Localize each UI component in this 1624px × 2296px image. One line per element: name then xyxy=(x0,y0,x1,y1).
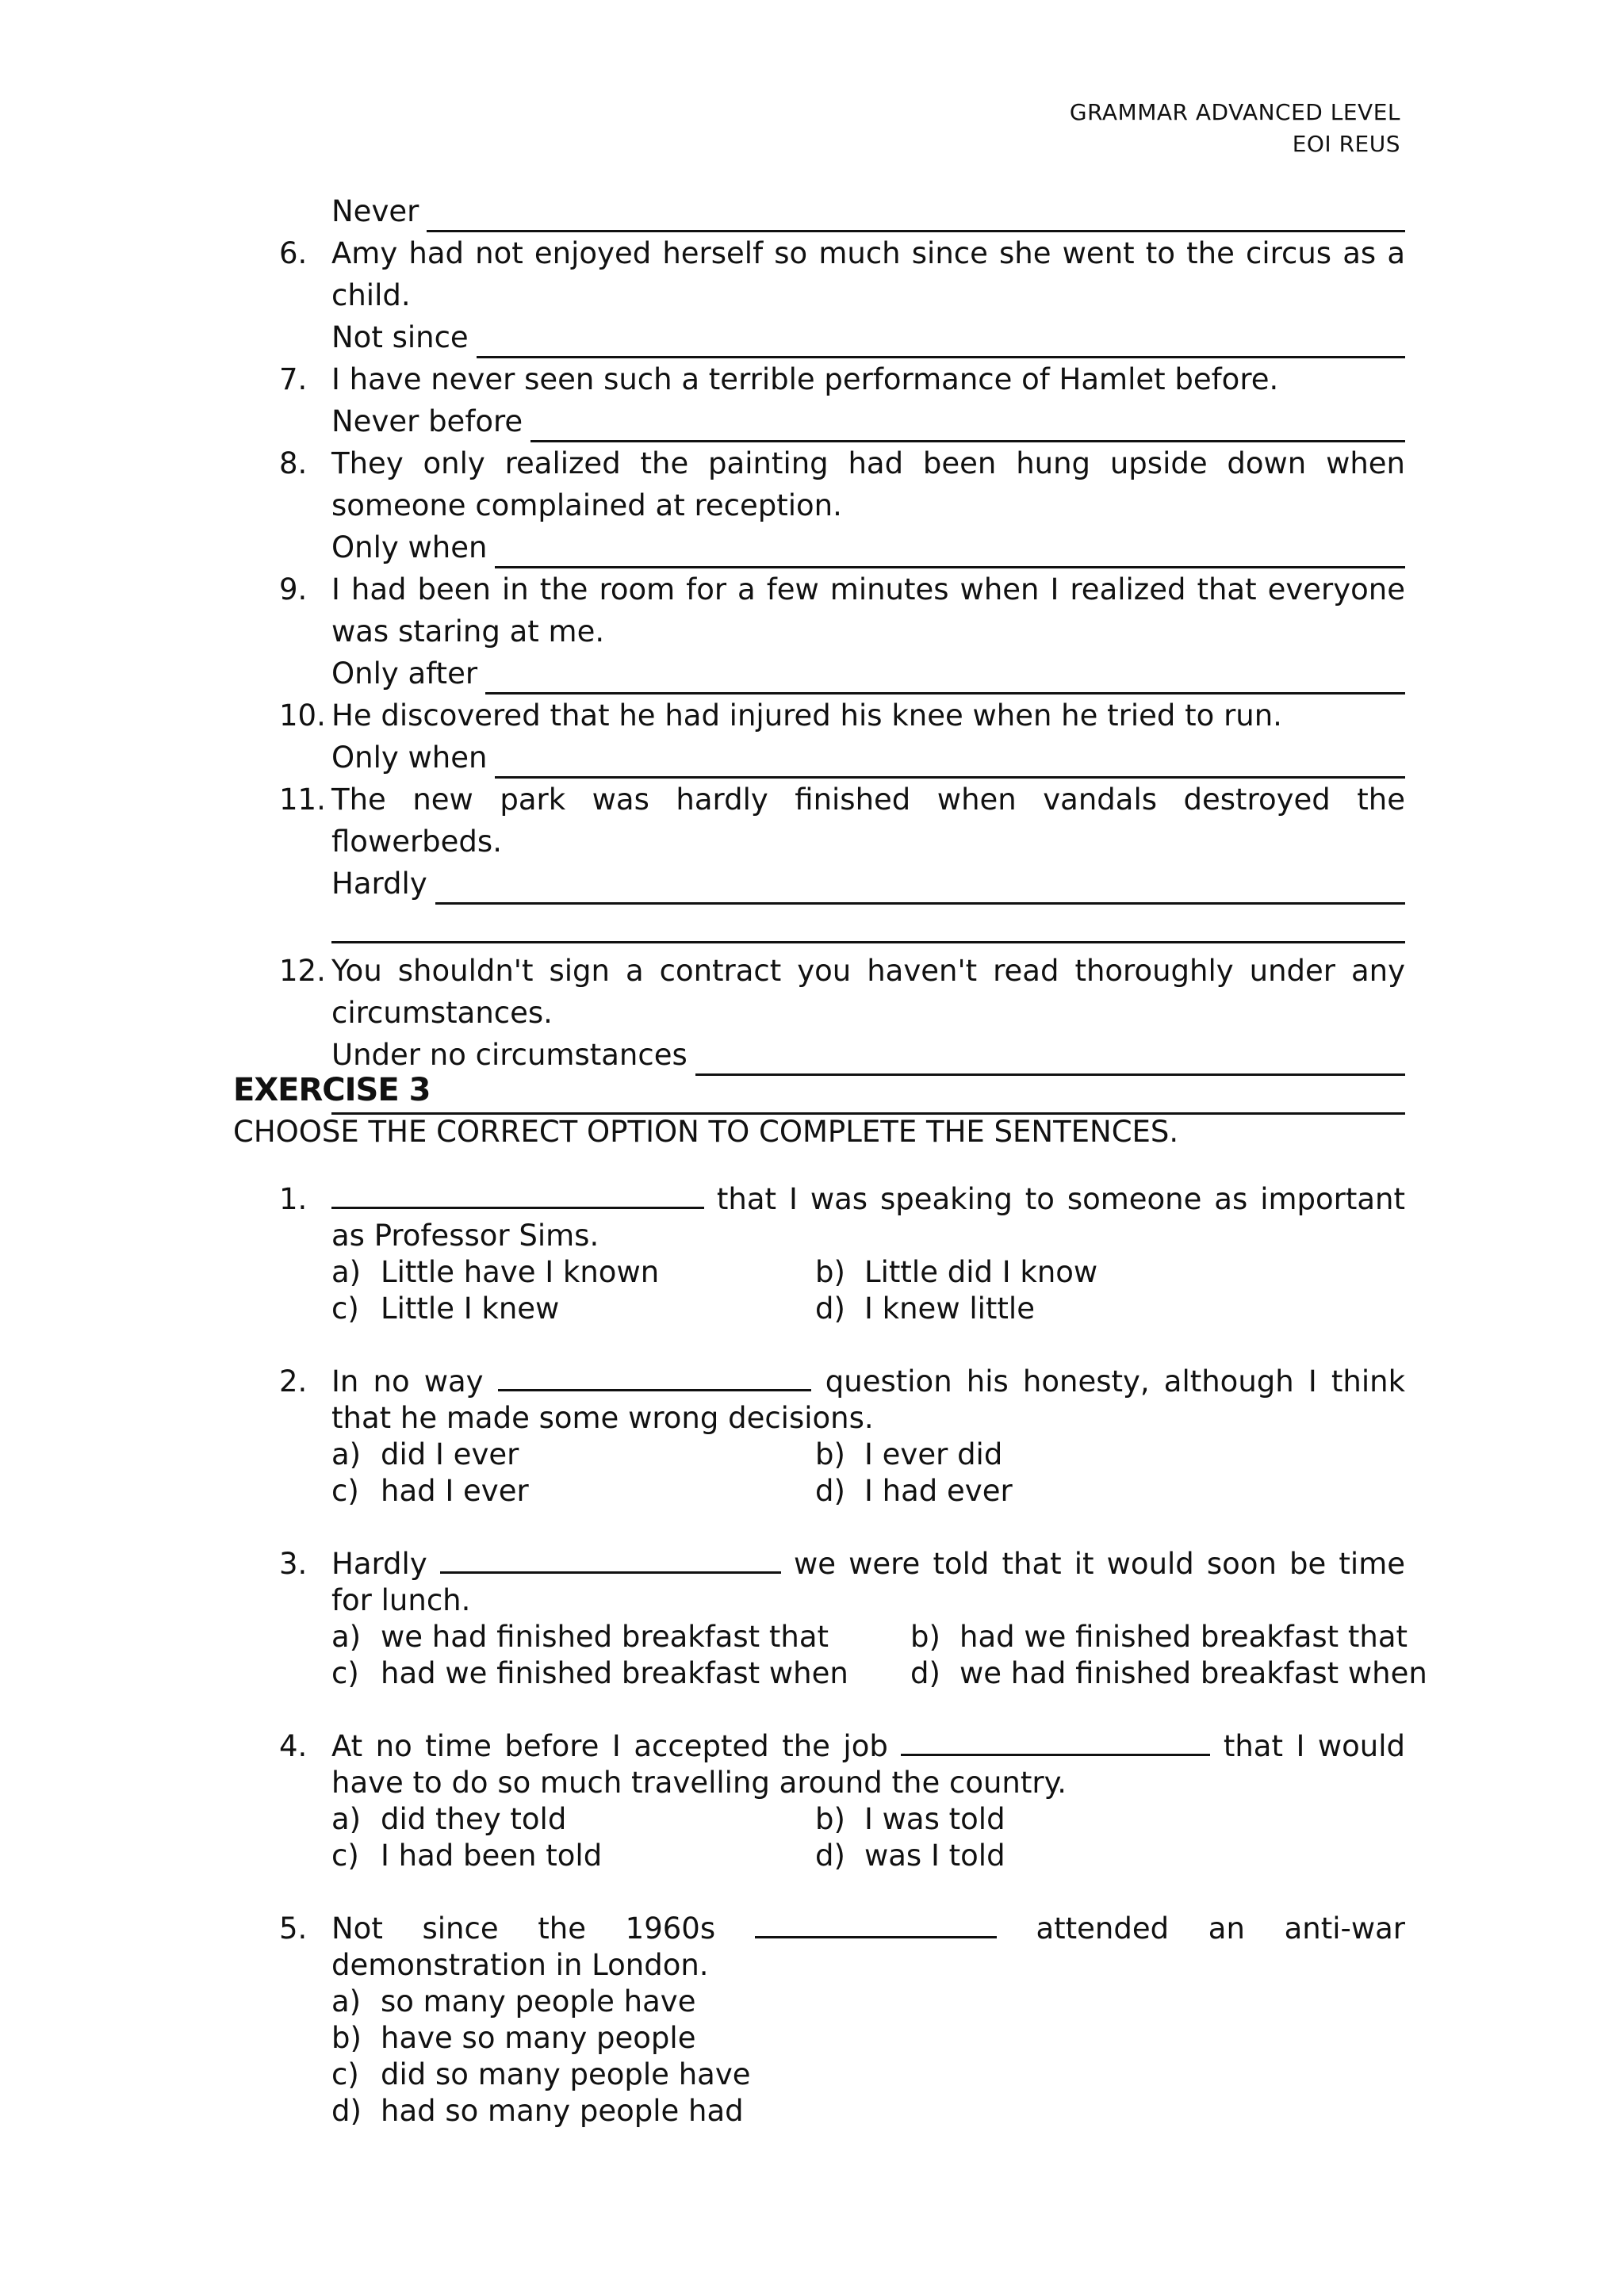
exercise-3-title: EXERCISE 3 xyxy=(233,1072,431,1108)
question-number: 5. xyxy=(279,1911,308,1946)
page-header xyxy=(1070,97,1400,160)
option-b[interactable]: b) Little did I know xyxy=(815,1255,1098,1289)
question-3 xyxy=(279,1546,1427,1692)
rewrite-item-12 xyxy=(279,950,1405,1115)
options xyxy=(331,1801,1405,1874)
item-number: 9. xyxy=(279,572,308,607)
option-c[interactable]: c) had I ever xyxy=(331,1474,529,1508)
option-d[interactable]: d) had so many people had xyxy=(331,2094,744,2128)
rewrite-item-6 xyxy=(279,232,1405,358)
option-b[interactable]: b) I was told xyxy=(815,1802,1005,1836)
prompt-label: Never before xyxy=(331,404,523,438)
prompt-label: Only when xyxy=(331,530,488,564)
rewrite-item-10 xyxy=(279,695,1405,779)
answer-line[interactable] xyxy=(477,321,1405,358)
answer-line[interactable] xyxy=(485,657,1405,695)
option-d[interactable]: d) we had finished breakfast when xyxy=(910,1656,1427,1690)
prompt-label: Hardly xyxy=(331,867,427,901)
options xyxy=(331,1984,1405,2130)
prompt-label: Not since xyxy=(331,320,469,354)
answer-line[interactable] xyxy=(435,867,1405,905)
rewrite-item-11 xyxy=(279,779,1405,943)
answer-blank[interactable] xyxy=(498,1364,811,1391)
option-b[interactable]: b) I ever did xyxy=(815,1437,1003,1471)
prompt-label: Never xyxy=(331,194,419,228)
exercise-3-questions xyxy=(279,1181,1427,2166)
lead-item xyxy=(279,190,1405,232)
question-number: 4. xyxy=(279,1729,308,1763)
answer-line[interactable] xyxy=(495,741,1405,779)
item-number: 7. xyxy=(279,362,308,396)
answer-blank[interactable] xyxy=(901,1728,1210,1756)
item-number: 8. xyxy=(279,446,308,480)
question-number: 2. xyxy=(279,1364,308,1399)
question-5 xyxy=(279,1911,1405,2130)
answer-line-continued[interactable] xyxy=(331,905,1405,943)
option-c[interactable]: c) had we finished breakfast when xyxy=(331,1656,848,1690)
options xyxy=(331,1254,1405,1327)
answer-blank[interactable] xyxy=(755,1911,997,1938)
answer-line-continued[interactable] xyxy=(331,1076,1405,1115)
answer-blank[interactable] xyxy=(440,1546,781,1574)
option-d[interactable]: d) was I told xyxy=(815,1839,1005,1873)
rewrite-item-7 xyxy=(279,358,1405,442)
rewrite-item-9 xyxy=(279,568,1405,695)
header-course: GRAMMAR ADVANCED LEVEL xyxy=(1069,99,1400,125)
option-c[interactable]: c) Little I knew xyxy=(331,1292,560,1326)
question-stem: that I was speaking to someone as important as Professor Sims. xyxy=(331,1182,1405,1253)
question-number: 3. xyxy=(279,1547,308,1581)
answer-line[interactable] xyxy=(530,405,1405,442)
exercise-3-instruction: CHOOSE THE CORRECT OPTION TO COMPLETE THE SENTENCES. xyxy=(233,1115,1179,1149)
option-c[interactable]: c) I had been told xyxy=(331,1839,603,1873)
option-b[interactable]: b) have so many people xyxy=(331,2021,696,2055)
answer-line[interactable] xyxy=(495,531,1405,568)
question-1 xyxy=(279,1181,1405,1327)
question-2 xyxy=(279,1364,1405,1510)
option-a[interactable]: a) we had finished breakfast that xyxy=(331,1620,829,1654)
option-a[interactable]: a) did I ever xyxy=(331,1437,519,1471)
item-number: 10. xyxy=(279,698,326,733)
option-c[interactable]: c) did so many people have xyxy=(331,2057,751,2091)
question-stem: At no time before I accepted the job that I would have to do so much travelling around the country. xyxy=(331,1729,1405,1800)
prompt-label: Only when xyxy=(331,740,488,775)
options xyxy=(331,1437,1405,1510)
question-stem: Hardly we were told that it would soon be time for lunch. xyxy=(331,1547,1406,1617)
prompt-label: Only after xyxy=(331,656,478,691)
option-a[interactable]: a) Little have I known xyxy=(331,1255,660,1289)
prompt-label: Under no circumstances xyxy=(331,1038,688,1072)
sentence: The new park was hardly finished when vandals destroyed the flowerbeds. xyxy=(331,783,1405,859)
sentence: I have never seen such a terrible performance of Hamlet before. xyxy=(331,362,1279,396)
header-school: EOI REUS xyxy=(1292,131,1400,157)
question-number: 1. xyxy=(279,1182,308,1216)
item-number: 12. xyxy=(279,954,326,988)
answer-line[interactable] xyxy=(695,1039,1405,1076)
sentence: Amy had not enjoyed herself so much since she went to the circus as a child. xyxy=(331,236,1405,312)
question-4 xyxy=(279,1728,1405,1874)
option-b[interactable]: b) had we finished breakfast that xyxy=(910,1620,1408,1654)
question-stem: In no way question his honesty, although I think that he made some wrong decisions. xyxy=(331,1364,1405,1435)
option-d[interactable]: d) I had ever xyxy=(815,1474,1013,1508)
exercise-2-continued xyxy=(279,190,1405,1121)
sentence: You shouldn't sign a contract you haven't read thoroughly under any circumstances. xyxy=(331,954,1405,1030)
option-a[interactable]: a) did they told xyxy=(331,1802,567,1836)
option-d[interactable]: d) I knew little xyxy=(815,1292,1035,1326)
answer-blank[interactable] xyxy=(331,1181,704,1209)
item-number: 11. xyxy=(279,783,326,817)
option-a[interactable]: a) so many people have xyxy=(331,1984,696,2019)
sentence: He discovered that he had injured his knee when he tried to run. xyxy=(331,698,1282,733)
sentence: They only realized the painting had been hung upside down when someone complained at reception. xyxy=(331,446,1405,522)
question-stem: Not since the 1960s attended an anti-war demonstration in London. xyxy=(331,1911,1405,1982)
sentence: I had been in the room for a few minutes when I realized that everyone was staring at me. xyxy=(331,572,1405,649)
answer-line[interactable] xyxy=(427,195,1405,232)
rewrite-item-8 xyxy=(279,442,1405,568)
options xyxy=(331,1619,1427,1692)
item-number: 6. xyxy=(279,236,308,270)
